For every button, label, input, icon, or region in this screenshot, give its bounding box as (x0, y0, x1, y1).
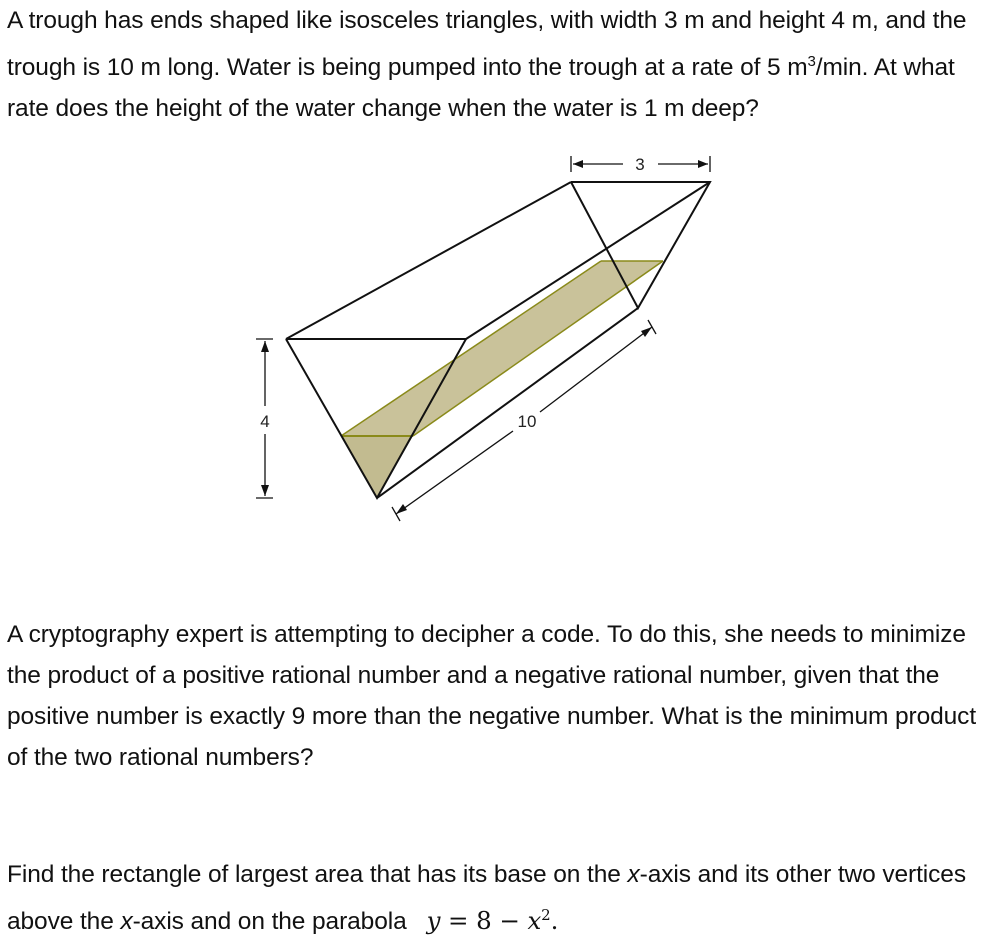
equation-exponent: 2 (541, 906, 551, 924)
water-surface (341, 261, 663, 436)
trough-figure (240, 148, 720, 538)
problem-2-text: A cryptography expert is attempting to decipher a code. To do this, she needs to minimize the product of a positive rational number and a negative rational number, given that the positive number is exactly 9 more than the negative number. What is the minimum product of the two rational numbers? (7, 621, 977, 771)
equation-lhs: y (426, 906, 441, 936)
x-variable-2: x (120, 908, 133, 936)
x-variable-1: x (627, 861, 640, 888)
equation-var: x (527, 906, 542, 936)
problem-3-text-b: -axis and its other two vertices above the (7, 861, 966, 936)
water-end-face (341, 436, 413, 498)
cubic-superscript: 3 (807, 53, 816, 70)
problem-3-text-a: Find the rectangle of largest area that has its base on the (7, 861, 628, 888)
problem-1-text (7, 0, 982, 129)
height-label: 4 (260, 412, 270, 431)
trough-diagram (240, 148, 720, 538)
length-label: 10 (517, 412, 537, 431)
problem-1-text-b: /min. At what rate does the height of the water change when the water is 1 m deep? (7, 54, 955, 123)
width-label: 3 (635, 155, 645, 174)
equation-middle: = 8 − (440, 906, 528, 936)
top-right-edge (466, 182, 710, 339)
parabola-equation (427, 906, 559, 935)
equation-end: . (550, 906, 559, 936)
problem-3-text-c: -axis and on the parabola (132, 908, 407, 936)
water-edge-right (413, 261, 663, 436)
problem-3-text (7, 854, 982, 942)
problem-1-text-a: A trough has ends shaped like isosceles triangles, with width 3 m and height 4 m, and the trough is 10 m long. Water is being pumped into the trough at a rate of 5 m (7, 7, 967, 82)
